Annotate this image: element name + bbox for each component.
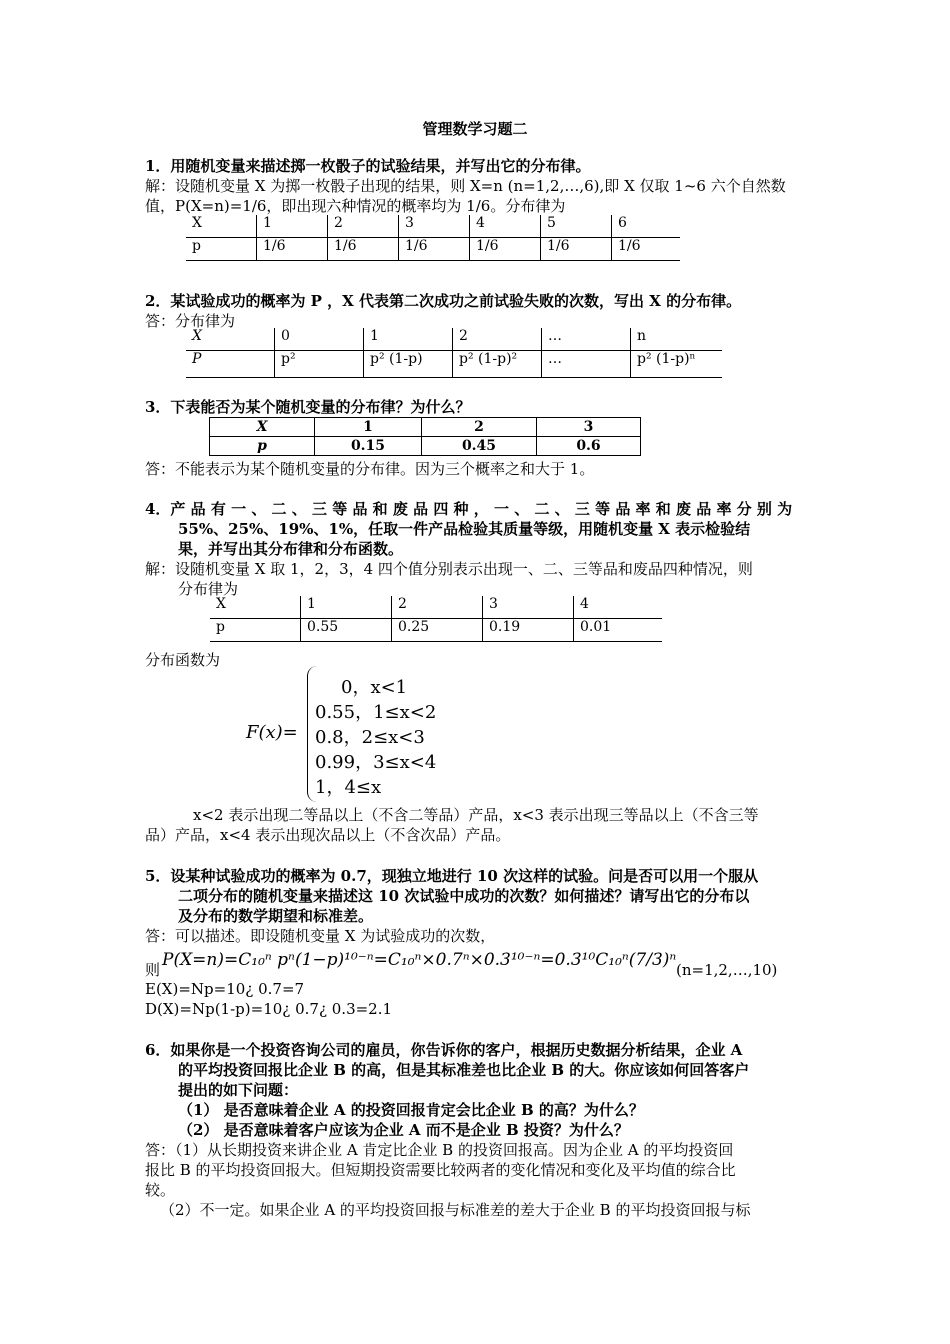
q6-answer-line3: 较。: [145, 1181, 176, 1199]
table-cell: 0.19: [483, 619, 574, 642]
table-cell: 2: [328, 215, 399, 238]
table-cell: p: [186, 238, 257, 261]
q2-distribution-table: [186, 328, 722, 378]
q6-subquestion-2: （2） 是否意味着客户应该为企业 A 而不是企业 B 投资？为什么？: [178, 1121, 629, 1139]
q6-answer-line4: （2）不一定。如果企业 A 的平均投资回报与标准差的差大于企业 B 的平均投资回报与标: [160, 1201, 751, 1219]
table-cell: X: [186, 328, 275, 351]
table-cell: 1: [257, 215, 328, 238]
table-cell: p² (1-p)²: [453, 351, 542, 378]
table-cell: 3: [399, 215, 470, 238]
q1-distribution-table: [186, 215, 680, 261]
table-cell: 1/6: [257, 238, 328, 261]
table-cell: 1/6: [328, 238, 399, 261]
table-cell: 5: [541, 215, 612, 238]
q6-answer-line1: 答：（1）从长期投资来讲企业 A 肯定比企业 B 的投资回报高。因为企业 A 的平均投资回: [145, 1141, 734, 1159]
table-cell: 1/6: [399, 238, 470, 261]
table-cell: 3: [537, 418, 641, 437]
table-cell: p² (1-p): [364, 351, 453, 378]
q5-answer-line1: 答：可以描述。即设随机变量 X 为试验成功的次数，: [145, 927, 496, 945]
q1-heading: 1．用随机变量来描述掷一枚骰子的试验结果，并写出它的分布律。: [145, 157, 591, 175]
q4-heading-line2: 55%、25%、19%、1%，任取一件产品检验其质量等级，用随机变量 X 表示检验结: [178, 520, 751, 538]
q4-heading-line1: 4．产 品 有 一 、 二 、 三 等 品 和 废 品 四 种 ， 一 、 二 、 三 等 品 率 和 废 品 率 分 别 为: [145, 500, 793, 518]
table-cell: 2: [392, 596, 483, 619]
table-cell: p² (1-p)ⁿ: [631, 351, 723, 378]
q2-answer: 答：分布律为: [145, 312, 236, 330]
case-line: 0.99，3≤x<4: [315, 752, 437, 773]
table-cell: 0.25: [392, 619, 483, 642]
q4-note-line2: 品）产品，x<4 表示出现次品以上（不含次品）产品。: [145, 826, 511, 844]
table-cell: 6: [612, 215, 681, 238]
q3-table: [209, 417, 641, 456]
case-line: 0，x<1: [341, 677, 408, 698]
q2-heading: 2．某试验成功的概率为 P ，X 代表第二次成功之前试验失败的次数，写出 X 的分布律。: [145, 292, 742, 310]
q4-answer-line1: 解：设随机变量 X 取 1，2，3，4 四个值分别表示出现一、二、三等品和废品四种情况，则: [145, 560, 753, 578]
table-cell: 2: [422, 418, 537, 437]
q5-range: (n=1,2,…,10): [676, 961, 778, 979]
q1-answer-line2: 值，P(X=n)=1/6，即出现六种情况的概率均为 1/6。分布律为: [145, 197, 566, 215]
table-cell: 1/6: [541, 238, 612, 261]
q4-answer-line2: 分布律为: [178, 580, 239, 598]
table-cell: 0: [275, 328, 364, 351]
q5-variance: D(X)=Np(1-p)=10¿ 0.7¿ 0.3=2.1: [145, 1000, 393, 1018]
table-cell: 4: [574, 596, 663, 619]
q4-dist-fn-label: 分布函数为: [145, 651, 221, 669]
table-cell: 1: [364, 328, 453, 351]
table-cell: 0.15: [315, 437, 422, 456]
table-cell: 1: [301, 596, 392, 619]
q1-answer-line1: 解：设随机变量 X 为掷一枚骰子出现的结果，则 X=n (n=1,2,…,6),即 X 仅取 1~6 六个自然数: [145, 177, 786, 195]
binomial-formula: P(X=n)=C₁₀ⁿ pⁿ(1−p)¹⁰⁻ⁿ=C₁₀ⁿ×0.7ⁿ×0.3¹⁰⁻ⁿ=0.3¹⁰C₁₀ⁿ(7/3)ⁿ: [162, 950, 677, 970]
table-cell: 0.45: [422, 437, 537, 456]
table-cell: 4: [470, 215, 541, 238]
table-cell: X: [210, 596, 301, 619]
q6-heading-line2: 的平均投资回报比企业 B 的高，但是其标准差也比企业 B 的大。你应该如何回答客户: [178, 1061, 750, 1079]
table-cell: p: [210, 619, 301, 642]
q5-expectation: E(X)=Np=10¿ 0.7=7: [145, 980, 305, 998]
page-title: 管理数学习题二: [422, 120, 528, 138]
table-cell: …: [542, 351, 631, 378]
q6-heading-line1: 6．如果你是一个投资咨询公司的雇员，你告诉你的客户，根据历史数据分析结果，企业 A: [145, 1041, 743, 1059]
table-cell: 0.55: [301, 619, 392, 642]
q3-heading: 3．下表能否为某个随机变量的分布律？为什么？: [145, 398, 471, 416]
table-cell: 3: [483, 596, 574, 619]
table-cell: 1/6: [470, 238, 541, 261]
q5-ze: 则: [145, 961, 161, 979]
q5-heading-line2: 二项分布的随机变量来描述这 10 次试验中成功的次数？如何描述？请写出它的分布以: [178, 887, 750, 905]
table-cell: p: [210, 437, 315, 456]
q4-distribution-table: [210, 596, 662, 642]
q6-answer-line2: 报比 B 的平均投资回报大。但短期投资需要比较两者的变化情况和变化及平均值的综合比: [145, 1161, 736, 1179]
q6-subquestion-1: （1） 是否意味着企业 A 的投资回报肯定会比企业 B 的高？为什么？: [178, 1101, 644, 1119]
table-cell: X: [210, 418, 315, 437]
table-cell: 1/6: [612, 238, 681, 261]
table-cell: n: [631, 328, 723, 351]
q6-heading-line3: 提出的如下问题：: [178, 1081, 299, 1099]
piecewise-function-lhs: F(x)=: [246, 722, 298, 743]
table-cell: p²: [275, 351, 364, 378]
table-cell: 2: [453, 328, 542, 351]
q5-heading-line1: 5．设某种试验成功的概率为 0.7，现独立地进行 10 次这样的试验。问是否可以用一个服从: [145, 867, 759, 885]
q5-heading-line3: 及分布的数学期望和标准差。: [178, 907, 374, 925]
table-cell: 1: [315, 418, 422, 437]
table-cell: 0.6: [537, 437, 641, 456]
case-line: 1，4≤x: [315, 777, 382, 798]
case-line: 0.55，1≤x<2: [315, 702, 437, 723]
q4-heading-line3: 果，并写出其分布律和分布函数。: [178, 540, 404, 558]
q4-note-line1: x<2 表示出现二等品以上（不含二等品）产品，x<3 表示出现三等品以上（不含三等: [193, 806, 759, 824]
table-cell: P: [186, 351, 275, 378]
table-cell: …: [542, 328, 631, 351]
q3-answer: 答：不能表示为某个随机变量的分布律。因为三个概率之和大于 1。: [145, 460, 595, 478]
case-line: 0.8，2≤x<3: [315, 727, 425, 748]
table-cell: 0.01: [574, 619, 663, 642]
table-cell: X: [186, 215, 257, 238]
